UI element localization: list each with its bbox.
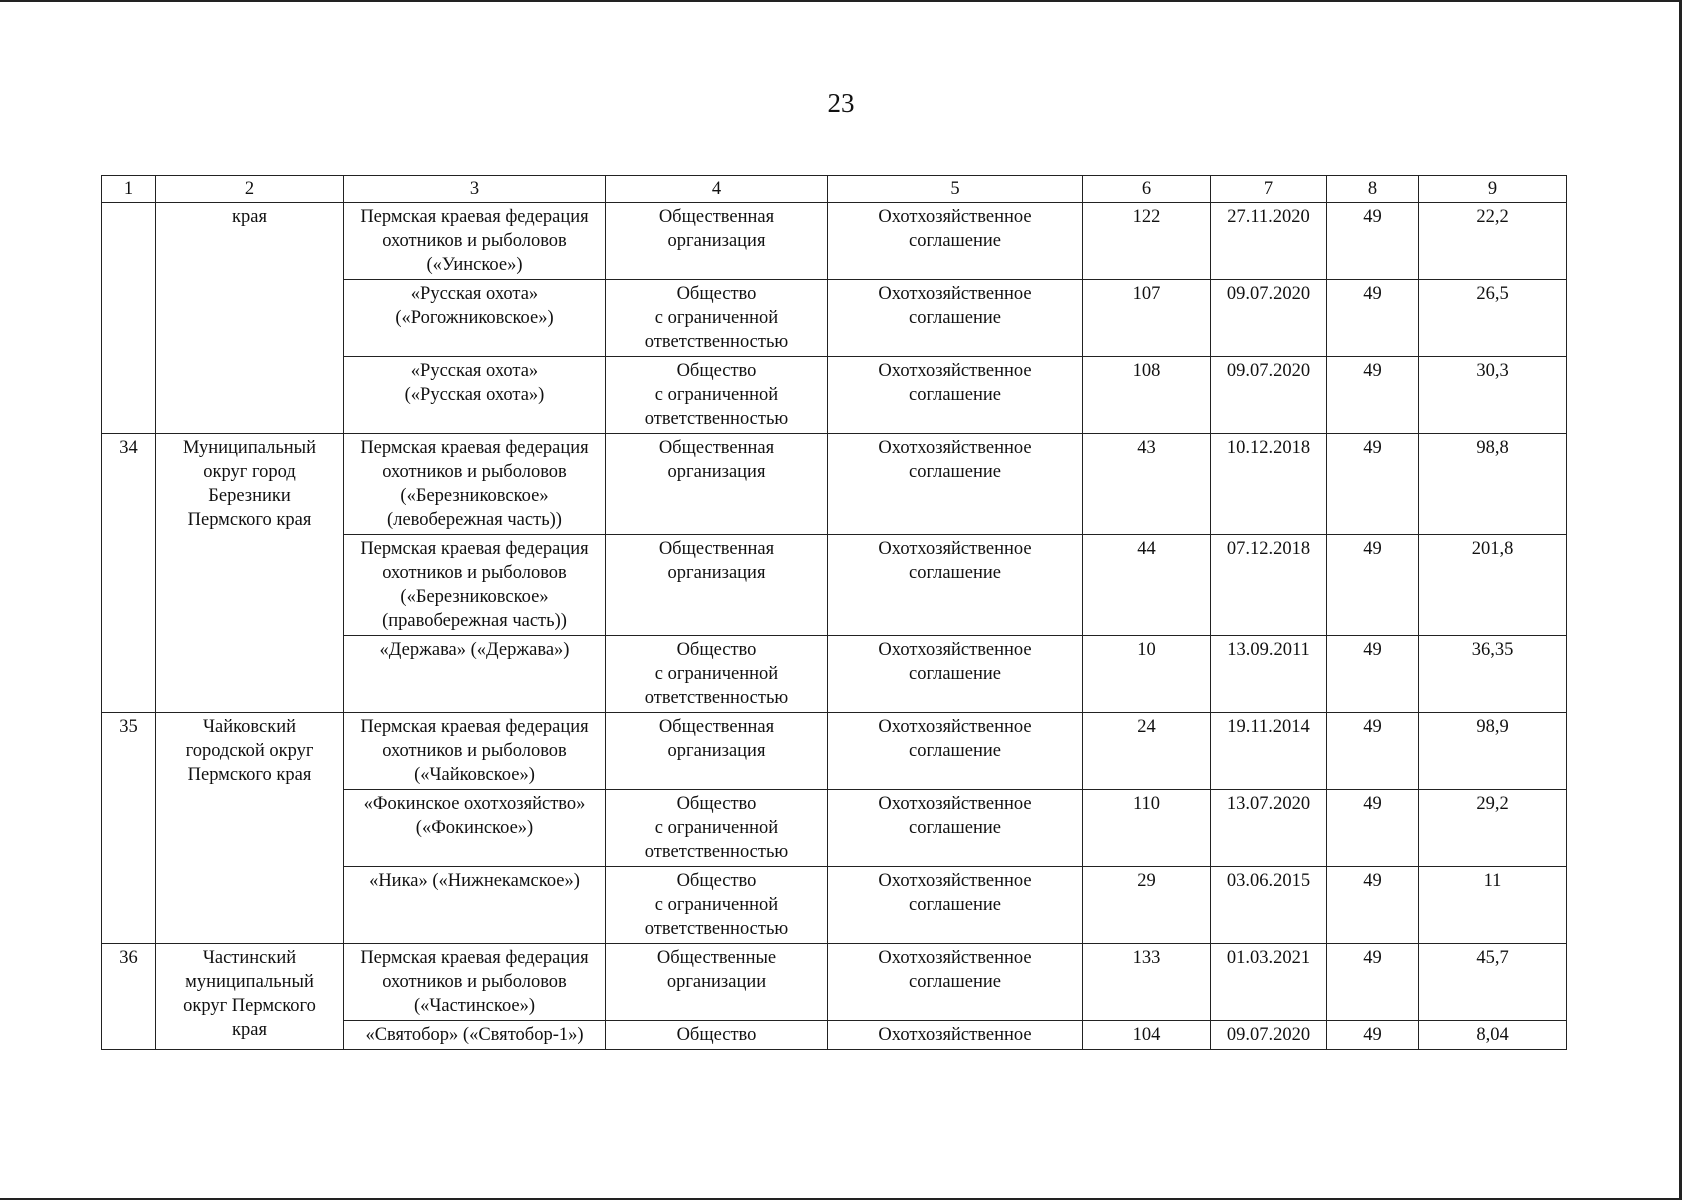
col8-cell: 49 [1327, 713, 1419, 790]
area-cell: 26,5 [1419, 280, 1567, 357]
org-cell: Пермская краевая федерация охотников и рыболовов («Уинское») [344, 203, 606, 280]
table-row [102, 203, 1567, 280]
date-cell: 10.12.2018 [1211, 434, 1327, 535]
basis-cell: Охотхозяйственное соглашение [828, 790, 1083, 867]
org-cell: Пермская краевая федерация охотников и рыболовов («Березниковское» (левобережная часть)) [344, 434, 606, 535]
table-row [102, 944, 1567, 1021]
district-cell: Чайковский городской округ Пермского края [156, 713, 344, 944]
col8-cell: 49 [1327, 636, 1419, 713]
area-cell: 98,9 [1419, 713, 1567, 790]
area-cell: 22,2 [1419, 203, 1567, 280]
table-row [102, 713, 1567, 790]
row-number: 36 [102, 944, 156, 1050]
area-cell: 8,04 [1419, 1021, 1567, 1050]
col8-cell: 49 [1327, 1021, 1419, 1050]
col6-cell: 110 [1083, 790, 1211, 867]
col6-cell: 10 [1083, 636, 1211, 713]
org-cell: «Русская охота» («Рогожниковское») [344, 280, 606, 357]
org-cell: Пермская краевая федерация охотников и рыболовов («Березниковское» (правобережная часть)) [344, 535, 606, 636]
form-cell: Общественная организация [606, 434, 828, 535]
org-cell: «Фокинское охотхозяйство» («Фокинское») [344, 790, 606, 867]
col-header: 4 [606, 176, 828, 203]
form-cell: Общество с ограниченной ответственностью [606, 790, 828, 867]
org-cell: «Ника» («Нижнекамское») [344, 867, 606, 944]
basis-cell: Охотхозяйственное соглашение [828, 944, 1083, 1021]
area-cell: 45,7 [1419, 944, 1567, 1021]
date-cell: 13.09.2011 [1211, 636, 1327, 713]
form-cell: Общественная организация [606, 203, 828, 280]
date-cell: 19.11.2014 [1211, 713, 1327, 790]
col-header: 9 [1419, 176, 1567, 203]
row-number: 35 [102, 713, 156, 944]
col8-cell: 49 [1327, 280, 1419, 357]
col8-cell: 49 [1327, 357, 1419, 434]
org-cell: Пермская краевая федерация охотников и рыболовов («Частинское») [344, 944, 606, 1021]
date-cell: 09.07.2020 [1211, 357, 1327, 434]
hunting-grounds-table [101, 175, 1567, 1050]
basis-cell: Охотхозяйственное соглашение [828, 357, 1083, 434]
row-number: 34 [102, 434, 156, 713]
basis-cell: Охотхозяйственное соглашение [828, 867, 1083, 944]
col6-cell: 44 [1083, 535, 1211, 636]
col8-cell: 49 [1327, 944, 1419, 1021]
col-header: 6 [1083, 176, 1211, 203]
col6-cell: 122 [1083, 203, 1211, 280]
date-cell: 09.07.2020 [1211, 1021, 1327, 1050]
form-cell: Общество с ограниченной ответственностью [606, 280, 828, 357]
basis-cell: Охотхозяйственное соглашение [828, 434, 1083, 535]
district-cell: края [156, 203, 344, 434]
area-cell: 11 [1419, 867, 1567, 944]
col-header: 5 [828, 176, 1083, 203]
area-cell: 98,8 [1419, 434, 1567, 535]
col6-cell: 24 [1083, 713, 1211, 790]
col6-cell: 107 [1083, 280, 1211, 357]
form-cell: Общественная организация [606, 535, 828, 636]
date-cell: 03.06.2015 [1211, 867, 1327, 944]
form-cell: Общество с ограниченной ответственностью [606, 867, 828, 944]
org-cell: «Держава» («Держава») [344, 636, 606, 713]
page-number: 23 [827, 88, 855, 118]
org-cell: «Святобор» («Святобор-1») [344, 1021, 606, 1050]
date-cell: 13.07.2020 [1211, 790, 1327, 867]
col8-cell: 49 [1327, 434, 1419, 535]
area-cell: 29,2 [1419, 790, 1567, 867]
org-cell: «Русская охота» («Русская охота») [344, 357, 606, 434]
col6-cell: 104 [1083, 1021, 1211, 1050]
form-cell: Общественная организация [606, 713, 828, 790]
scan-edge-top [0, 0, 1682, 2]
basis-cell: Охотхозяйственное соглашение [828, 713, 1083, 790]
form-cell: Общество с ограниченной ответственностью [606, 357, 828, 434]
basis-cell: Охотхозяйственное [828, 1021, 1083, 1050]
date-cell: 07.12.2018 [1211, 535, 1327, 636]
district-cell: Частинский муниципальный округ Пермского края [156, 944, 344, 1050]
area-cell: 201,8 [1419, 535, 1567, 636]
col8-cell: 49 [1327, 790, 1419, 867]
col8-cell: 49 [1327, 867, 1419, 944]
col6-cell: 43 [1083, 434, 1211, 535]
basis-cell: Охотхозяйственное соглашение [828, 636, 1083, 713]
col-header: 8 [1327, 176, 1419, 203]
col6-cell: 29 [1083, 867, 1211, 944]
date-cell: 09.07.2020 [1211, 280, 1327, 357]
basis-cell: Охотхозяйственное соглашение [828, 280, 1083, 357]
area-cell: 36,35 [1419, 636, 1567, 713]
org-cell: Пермская краевая федерация охотников и рыболовов («Чайковское») [344, 713, 606, 790]
col-header: 1 [102, 176, 156, 203]
basis-cell: Охотхозяйственное соглашение [828, 535, 1083, 636]
district-cell: Муниципальный округ город Березники Пермского края [156, 434, 344, 713]
col8-cell: 49 [1327, 203, 1419, 280]
col6-cell: 108 [1083, 357, 1211, 434]
basis-cell: Охотхозяйственное соглашение [828, 203, 1083, 280]
table-row [102, 434, 1567, 535]
col-header: 2 [156, 176, 344, 203]
form-cell: Общество с ограниченной ответственностью [606, 636, 828, 713]
col-header: 3 [344, 176, 606, 203]
date-cell: 27.11.2020 [1211, 203, 1327, 280]
date-cell: 01.03.2021 [1211, 944, 1327, 1021]
area-cell: 30,3 [1419, 357, 1567, 434]
header-row [102, 176, 1567, 203]
row-number [102, 203, 156, 434]
form-cell: Общество [606, 1021, 828, 1050]
col-header: 7 [1211, 176, 1327, 203]
col6-cell: 133 [1083, 944, 1211, 1021]
form-cell: Общественные организации [606, 944, 828, 1021]
col8-cell: 49 [1327, 535, 1419, 636]
